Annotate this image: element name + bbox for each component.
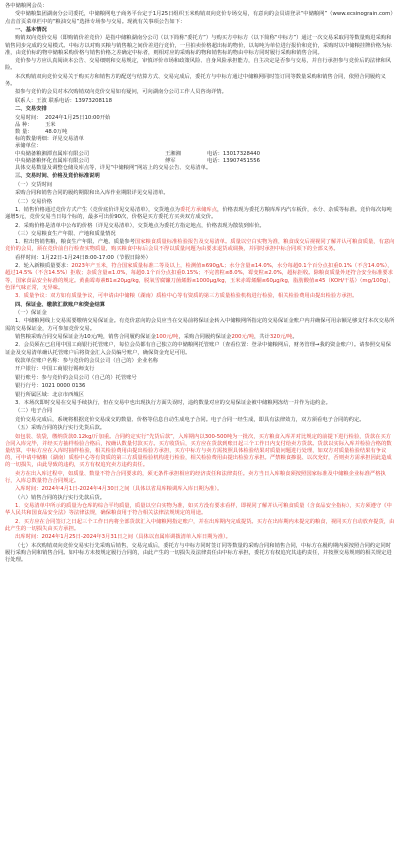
section-1-title: 一、基本情况	[15, 26, 47, 33]
quantity-value: 48.0万吨	[45, 128, 68, 135]
sub-3-3-p2	[5, 263, 395, 292]
sub-3-2-p2: 2．采购价格是清单中公布的价格（详见交易清单），交货地点为委托方指定地点，价格表现为散装到库价。	[15, 222, 265, 229]
highlight-new-grain-quality: 2023年产玉米，符合国家质量标准二等及以上，检测值≥690g/L；水分含量≤14.0%，水分每超0.1个百分点扣重0.1%（不含14.0%），超过14.5%（不含14.5%）拒收；杂质含量≤1.0%，每超0.1个百分点扣重0.15%；不完善粒≤8.0%，霉变粒≤2.0%，超标拒收。除粮食质量外还符合安全标准要求等，国家食品安全标准的规定。黄曲霉毒素B1≤20μg/kg，脱氧雪腐镰刀菌烯醇≤1000μg/kg，玉米赤霉烯酮≤60μg/kg，脂肪酸值≤45（KOH/干基）（mg/100g），色泽气味正常，无异味。	[5, 263, 395, 291]
sub-4-5-p2: 卖方在出入库过程中，如质量、数量不符合合同要求的，须无条件承担相应的经济责任和法律责任。卖方当日入库粮食须按照国家标准及中储粮企业标准严格执行，入库总数量符合合同规定。	[5, 470, 386, 484]
sub-4-1-p4: 3．本场次即时交易在交易手续执行，但在交易中也出现执行方面失误时，违约数量对应的交易保证金被中储粮网冻结一并作为违约金。	[15, 399, 331, 406]
highlight-quality-standard: 国家粮食质量标准检验报告及交易清单	[134, 239, 225, 246]
variety-value: 玉米	[45, 121, 56, 128]
sub-3-2-p1	[5, 207, 395, 221]
bank-value: 中国工商银行锡师支行	[41, 366, 95, 373]
bank-label: 开户银行：	[15, 366, 42, 373]
highlight-amount: 320元/吨	[269, 334, 293, 341]
bank-code-label: 银行行号：	[15, 383, 42, 390]
org-row	[5, 158, 395, 165]
bank-region-value: 北京市西城区	[52, 391, 84, 398]
text-run: 销售粮采购合同交易保证金为10元/吨，销售合同履约保证金	[15, 334, 156, 341]
sub-4-7-title: （七）	[15, 542, 31, 549]
sub-4-7-para	[5, 543, 395, 565]
sub-4-1-p3: 2．会员须在已启用中国工商银行托管账户，每位会员都有自己独立的中储粮网托管账户（查看位置：登录中储粮网后，财务管理→我的资金账户）。请参照交易保证金及交易清单确认托管账户后将资金汇入会员编号账户，确保资金充足可用。	[5, 342, 391, 356]
greeting: 各中储粮网会员：	[5, 3, 48, 9]
sub-4-7-text: 本次购销双向竞价交易实行先采购后销售，交易完成后，委托方与中标方同时签订同等数量的采购合同和销售合同，中标方在履约期内须按照合同约定同时履行采购合同和销售合同。如中标方未按规定履行合同的，由此产生的一切损失及法律责任由中标方承担，委托方有权追究其违约责任，并按照交易规则的相关规定进行处理。	[5, 542, 392, 564]
org-contact: 王湘湘	[165, 150, 181, 157]
sub-3-3-title: （三）交易粮食生产年限、产地和质量情况	[15, 230, 116, 237]
bank-code-value: 1021 0000 0136	[41, 383, 86, 390]
sub-3-3-p3: 3．质量争议：双方如有质量争议，可申请由中储粮（湖南）质检中心等有资质的第三方质量检验机构进行检验，相关检验费用由提出检验方承担。	[15, 293, 358, 300]
section-4-title: 四、保证金、缴款汇款账户和资金结算	[15, 301, 106, 308]
sub-4-1-p2	[5, 334, 395, 341]
sub-4-6-p1: 1．交易清单中所示的质量为仓库的综合平均质量，质量以空白实物为准，如买方没有要求看样，即视同了解并认可粮食质量（含食品安全指标），买方须遵守《中华人民共和国食品安全法》等法律法规，确保粮食用于符合相关法律法规规定的用途。	[5, 503, 392, 517]
sub-4-5-p1: 如包装、装袋，缴纳货款0.12kg/斤加重。合同约定实行“先货后款”，入库期内以300-500吨为一批次，买方粮食入库并对比规定的前提下进行检验，货款在买方合同入库完毕，并经买方抽样检验合格后，按确认数量付款买方。买方收货后，买方应在货款到账日起三个工作日内支付给卖方货款。货款以实际入库并检验合格的数量结算，中标方应在入库时抽样检验，相关检验费用由提出检验方承担，买方中标方与卖方需按照具体检验结果对质量问题进行处理，如双方对质量检验结果有争议的，可申请中储粮（湖南）质检中心等有资质的第三方质量检验机构进行检验，相关检验费用由提出检验方承担。严禁粮食掺混、以次充好，否则卖方需承担因此造成的一切损失，由此导致的违约，买方有权追究卖方违约责任。	[5, 433, 392, 469]
trade-time-label: 交易时间：	[15, 114, 42, 121]
variety-row	[5, 122, 395, 129]
bank-code-row	[5, 383, 395, 390]
account-name-row	[5, 358, 395, 365]
sub-3-1-title: （一）交货时间	[15, 181, 53, 188]
sub-4-1-p1: 1．中储粮网线上交易需要缴纳交易保证金。有竞价意向的会员应当在交易前将保证金转入中储粮网所指定的交易保证金账户内并确保可用余额足够支付本次交易所需的交易保证金，方可参加竞价交易。	[5, 318, 395, 332]
sub-4-6-p2: 2．买方应在合同签订之日起三个工作日内将全部货款汇入中储粮网指定账户，并在出库期内完成提货。买方在出库期内未提完的粮食，视同买方自动放弃提货，由此产生的一切损失由买方承担。	[5, 518, 395, 532]
text-run: 1．销售价格通过竞价方式产生（竞价底价详见交易清单），交货地点为	[15, 206, 180, 213]
list-label: 标的数量明细：	[15, 136, 53, 143]
text-run: 。	[292, 334, 298, 341]
text-run: ，价格表现为委托方粮库库内汽车板价，水分、杂质等标准。竞价每次每吨递增5元，竞价交易当日每个标的，最多可出价90次，价格是买方委托方买卖双方成交价。	[5, 206, 392, 221]
sample-viewing-time: 看样时间：1月22日-1月24日8:00-17:00（节假日除外）	[15, 254, 151, 261]
section-2-title: 二、交易安排	[15, 106, 47, 113]
account-number-row	[5, 375, 395, 382]
bank-row	[5, 366, 395, 373]
inbound-time: 入库时间：2024年4月1日-2024年4月30日之间（具体以省局库粮调库入库日期为准）。	[15, 486, 223, 493]
intro-paragraph: 受中储粮集团湖南分公司委托，中储粮网电子商务平台定于1月25日组织玉米购销双向竞价专场交易，有意向的会员请登录“中储粮网”（www.ecsinograin.com）点击首页菜单栏中的“粮油交易”选择专场参与交易。现就有关事项公告如下：	[5, 11, 393, 25]
list-row	[5, 136, 395, 143]
bank-region-row	[5, 392, 395, 399]
highlight-quality-text: 。质量以空白实物为准，粮食成交后视视同了解并认可粮食质量，有意向竞价的会员，须在竞价前自行检查实物质量，购买粮食中标后会员不得以质量问题为由要求退货或调换，并同时承担中标合同项下的全部义务。	[5, 239, 395, 253]
contact-line: 联系人：王波 联系电话：13973208118	[15, 97, 113, 104]
sub-4-6-title: （六）销售合同的执行实行先款后货。	[15, 494, 106, 501]
outbound-time: 出库时间：2024年1月25日-2024年3月31日之间（具体以直属库调拨清单入库日期为准）。	[15, 534, 231, 541]
quantity-label: 数 量：	[15, 128, 33, 135]
section-3-title: 三、交易时间、价格及竞价标准说明	[15, 173, 100, 180]
account-number-value: 参与竞价的会员公司（自己的）托管账号	[41, 374, 137, 381]
text-run: 1．粒出售销售粮，粮食生产年限、产地、质量参考	[15, 239, 135, 246]
sub-4-1-title: （一）保证金	[15, 310, 47, 317]
highlight-amount: 100元/吨	[155, 334, 179, 341]
sub-4-2-text: 竞价交易完成后，系统将根据竞价交易成交的数量、价格等信息自动生成电子合同。电子合同一经生成，即具有法律效力，双方须看电子合同的约定。	[15, 416, 365, 423]
section-1-p2: 竞价参与方应认真阅读本公告、交易细则和交易规定，审慎评价市场和政策风险、自身风险承担能力，自主决定是否参与交易，并自行承担参与竞价后的法律和风险。	[5, 58, 392, 72]
bank-region-label: 银行所属区域：	[15, 391, 53, 398]
section-1-p1: 购销双向竞价交易（即购销价差竞价）是指中储粮湖南分公司（以下简称“委托方”）与购买方中标方（以下简称“中标方”）通过一次交易采取同等数量购进采购和销售同步完成的交易模式。中标方以对购买粮与销售粮之间价差进行竞价，一旦拍卖价格超出标的物价，以每吨为单位进行报价和竞价，采购时以中储粮挂牌价格为标准，由竞价标的物中储粮采购价格与销售价格之差确定中标者，则相对应的采购标的物和销售标的物由中标方同时履行采购和销售合同。	[5, 35, 392, 56]
sub-4-2-title: （二）电子合同	[15, 408, 53, 415]
text-run: 2．轮入新粮质量要求：	[15, 263, 72, 270]
section-1-p4: 拟参与竞价的会员对本次购销双向竞价交易如有疑问，可向湖南分公司工作人员咨询详情。	[15, 89, 227, 96]
variety-label: 品 种：	[15, 121, 33, 128]
org-label: 承储单位：	[15, 143, 42, 150]
detail-note: 具体交易数量及调整仓储及库点等，详见“中储粮网”网站上的交易公告、交易清单。	[15, 164, 212, 171]
sub-3-1-text: 采购合同和销售合同的履约期限和出入库作业期限详见交易清单。	[15, 190, 169, 197]
trade-time-row	[5, 115, 395, 122]
sub-3-2-title: （二）交易价格	[15, 198, 53, 205]
text-run: ，共计	[253, 334, 270, 341]
org-name: 中央储备粮怀化直属库有限公司	[15, 157, 90, 164]
trade-time-value: 2024年1月25日10:00开始	[45, 114, 111, 121]
text-run: ，采购合同履约保证金	[178, 334, 232, 341]
section-1-p3: 本次购销双向竞价交易关于购买方和销售方的配送与结算方式、交易完成后，委托方与中标方通过中储粮网同时签订同等数量采购和销售合同，依照合同履约义务。	[5, 73, 386, 87]
org-phone: 电话：13017328440	[207, 150, 260, 157]
org-name: 中央储备粮湘潭直属库有限公司	[15, 150, 90, 157]
list-value: 详见交易清单	[52, 136, 84, 143]
org-phone: 电话：13907451556	[207, 157, 260, 164]
highlight-delivery-location: 委托方承储库点	[179, 206, 218, 213]
account-number-label: 银行账号：	[15, 374, 42, 381]
account-name: 参与竞价的会员公司（自己的）企业名称	[62, 358, 159, 365]
sub-4-5-title: （五）采购合同的执行实行先货后款。	[15, 425, 106, 432]
account-title: 收款单位账户名称：	[15, 358, 63, 365]
org-contact: 傅军	[165, 157, 176, 164]
highlight-amount: 200元/吨	[231, 334, 254, 341]
org-row	[5, 151, 395, 158]
sub-3-3-p1	[5, 239, 395, 253]
